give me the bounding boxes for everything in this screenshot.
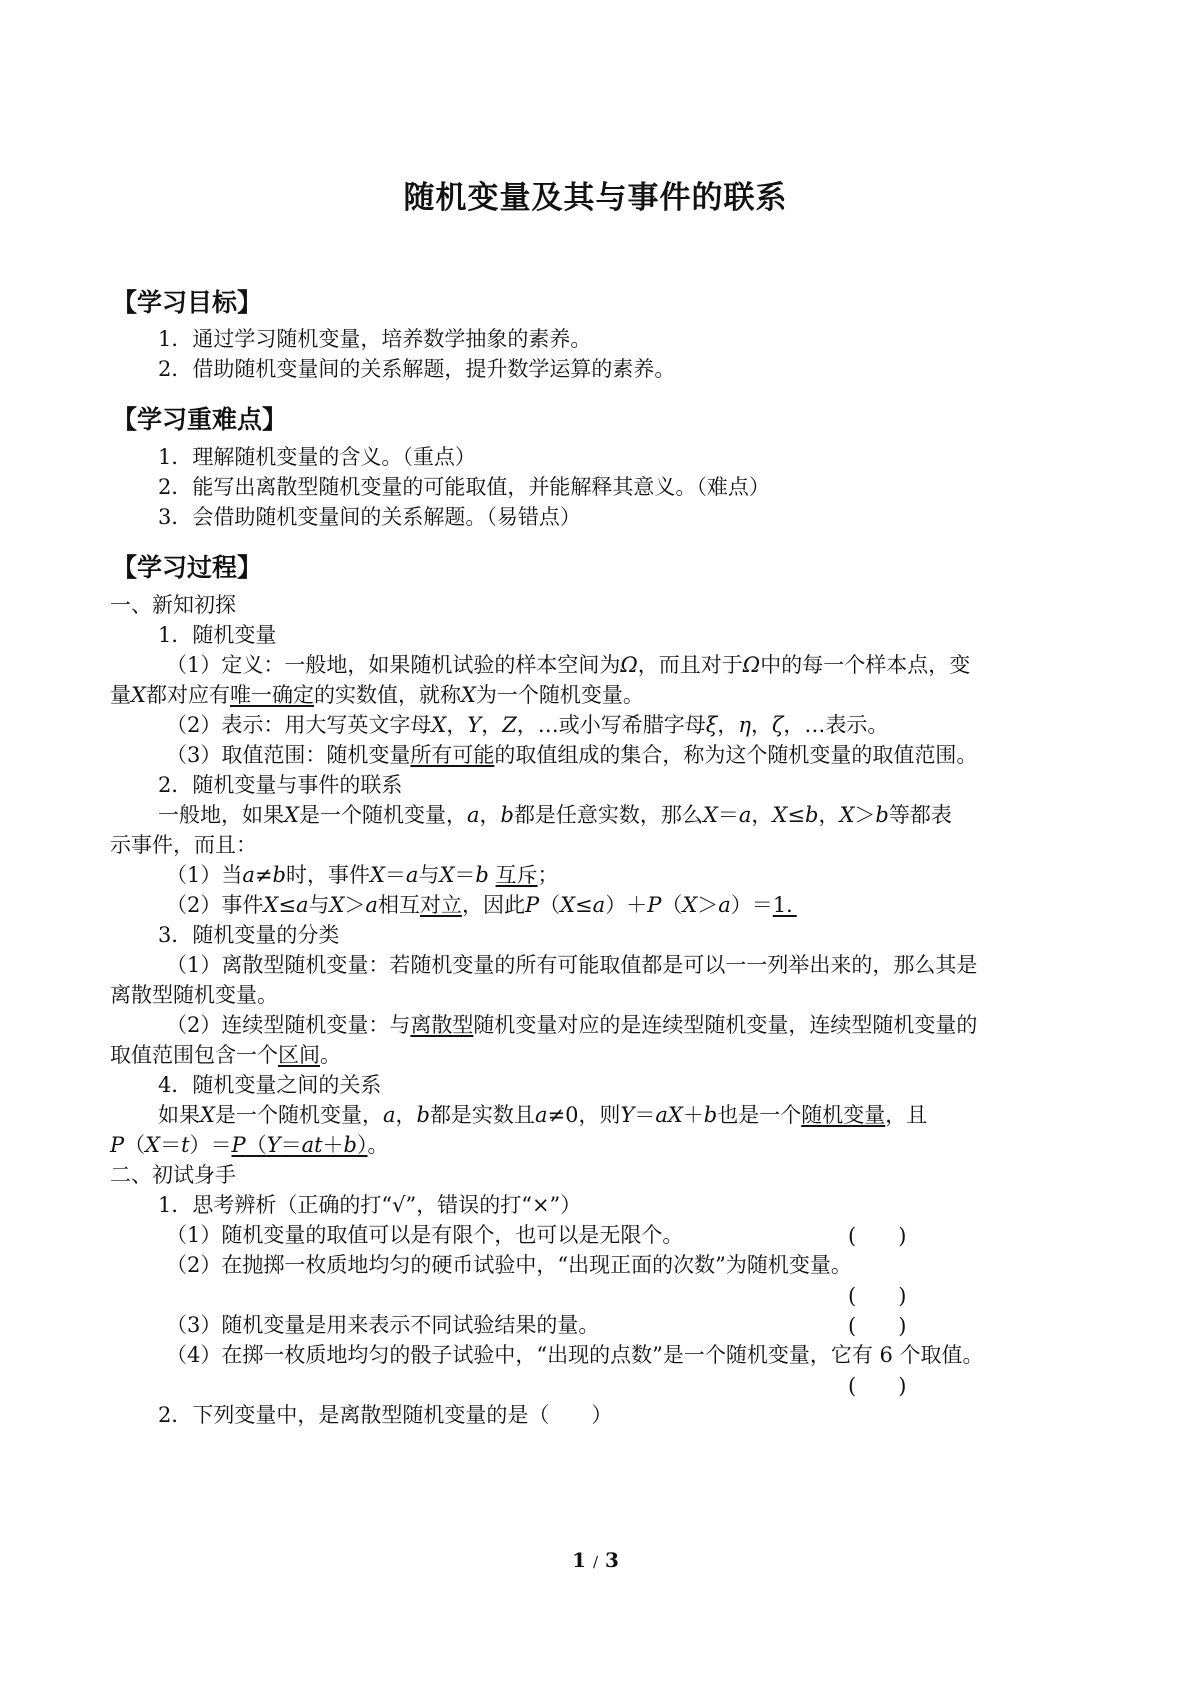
- discrete-line-1: （1）离散型随机变量：若随机变量的所有可能取值都是可以一一列举出来的，那么其是: [166, 953, 978, 977]
- judge-item-4: （4）在掷一枚质地均匀的骰子试验中，“出现的点数”是一个随机变量，它有 6 个取值。: [166, 1343, 984, 1367]
- answer-bracket[interactable]: ( ): [848, 1314, 907, 1338]
- continuous-line-1: （2）连续型随机变量：与离散型随机变量对应的是连续型随机变量，连续型随机变量的: [166, 1013, 978, 1037]
- case-2-line: （2）事件X≤a与X＞a相互对立，因此P（X≤a）＋P（X＞a）＝1．: [166, 893, 797, 917]
- question-2: 2．下列变量中，是离散型随机变量的是（ ）: [158, 1403, 613, 1427]
- relation-line-2: P（X＝t）＝P（Y＝at＋b）。: [110, 1133, 389, 1157]
- answer-blank: 互斥: [495, 863, 538, 887]
- judge-item-3: （3）随机变量是用来表示不同试验结果的量。: [166, 1313, 600, 1337]
- continuous-line-2: 取值范围包含一个区间。: [110, 1043, 341, 1067]
- part2-heading: 二、初试身手: [110, 1163, 236, 1187]
- answer-blank: P（Y＝at＋b）: [231, 1133, 368, 1157]
- answer-blank: 所有可能: [410, 743, 495, 767]
- page-title: 随机变量及其与事件的联系: [403, 180, 788, 216]
- link-line-2: 示事件，而且：: [110, 833, 257, 857]
- part1-heading: 一、新知初探: [110, 593, 236, 617]
- discrete-line-2: 离散型随机变量。: [110, 983, 278, 1007]
- judge-item-1: （1）随机变量的取值可以是有限个，也可以是无限个。: [166, 1223, 684, 1247]
- answer-bracket[interactable]: ( ): [848, 1284, 907, 1308]
- answer-blank: 唯一确定: [229, 683, 314, 707]
- subheading-relation: 4．随机变量之间的关系: [158, 1073, 382, 1097]
- range-line: （3）取值范围：随机变量所有可能的取值组成的集合，称为这个随机变量的取值范围。: [166, 743, 978, 767]
- keypoint-2: 2．能写出离散型随机变量的可能取值，并能解释其意义。（难点）: [158, 475, 770, 499]
- section-keypoints: 【学习重难点】: [112, 405, 288, 434]
- question-1: 1．思考辨析（正确的打“√”，错误的打“×”）: [158, 1193, 582, 1217]
- section-goals: 【学习目标】: [112, 288, 263, 317]
- case-1-line: （1）当a≠b时，事件X＝a与X＝b 互斥；: [166, 863, 559, 887]
- goal-1: 1．通过学习随机变量，培养数学抽象的素养。: [158, 327, 592, 351]
- notation-line: （2）表示：用大写英文字母X，Y，Z，…或小写希腊字母ξ，η，ζ，…表示。: [166, 713, 889, 737]
- answer-blank: 随机变量: [801, 1103, 886, 1127]
- page-number: 1 / 3: [572, 1548, 619, 1572]
- answer-bracket[interactable]: ( ): [848, 1374, 907, 1398]
- answer-blank: 对立: [419, 893, 462, 917]
- answer-blank: 1．: [772, 893, 797, 917]
- link-line-1: 一般地，如果X是一个随机变量，a，b都是任意实数，那么X＝a，X≤b，X＞b等都表: [158, 803, 952, 827]
- answer-bracket[interactable]: ( ): [848, 1224, 907, 1248]
- keypoint-3: 3．会借助随机变量间的关系解题。（易错点）: [158, 505, 581, 529]
- definition-line-1: （1）定义：一般地，如果随机试验的样本空间为Ω，而且对于Ω中的每一个样本点，变: [166, 653, 971, 677]
- answer-blank: 区间: [278, 1043, 320, 1067]
- goal-2: 2．借助随机变量间的关系解题，提升数学运算的素养。: [158, 357, 676, 381]
- keypoint-1: 1．理解随机变量的含义。（重点）: [158, 445, 476, 469]
- subheading-event-link: 2．随机变量与事件的联系: [158, 773, 403, 797]
- relation-line-1: 如果X是一个随机变量，a，b都是实数且a≠0，则Y＝aX＋b也是一个随机变量，且: [158, 1103, 928, 1127]
- subheading-random-variable: 1．随机变量: [158, 623, 277, 647]
- definition-line-2: 量X都对应有唯一确定的实数值，就称X为一个随机变量。: [110, 683, 644, 707]
- section-process: 【学习过程】: [112, 553, 263, 582]
- subheading-classification: 3．随机变量的分类: [158, 923, 340, 947]
- judge-item-2: （2）在抛掷一枚质地均匀的硬币试验中，“出现正面的次数”为随机变量。: [166, 1253, 852, 1277]
- answer-blank: 离散型: [410, 1013, 474, 1037]
